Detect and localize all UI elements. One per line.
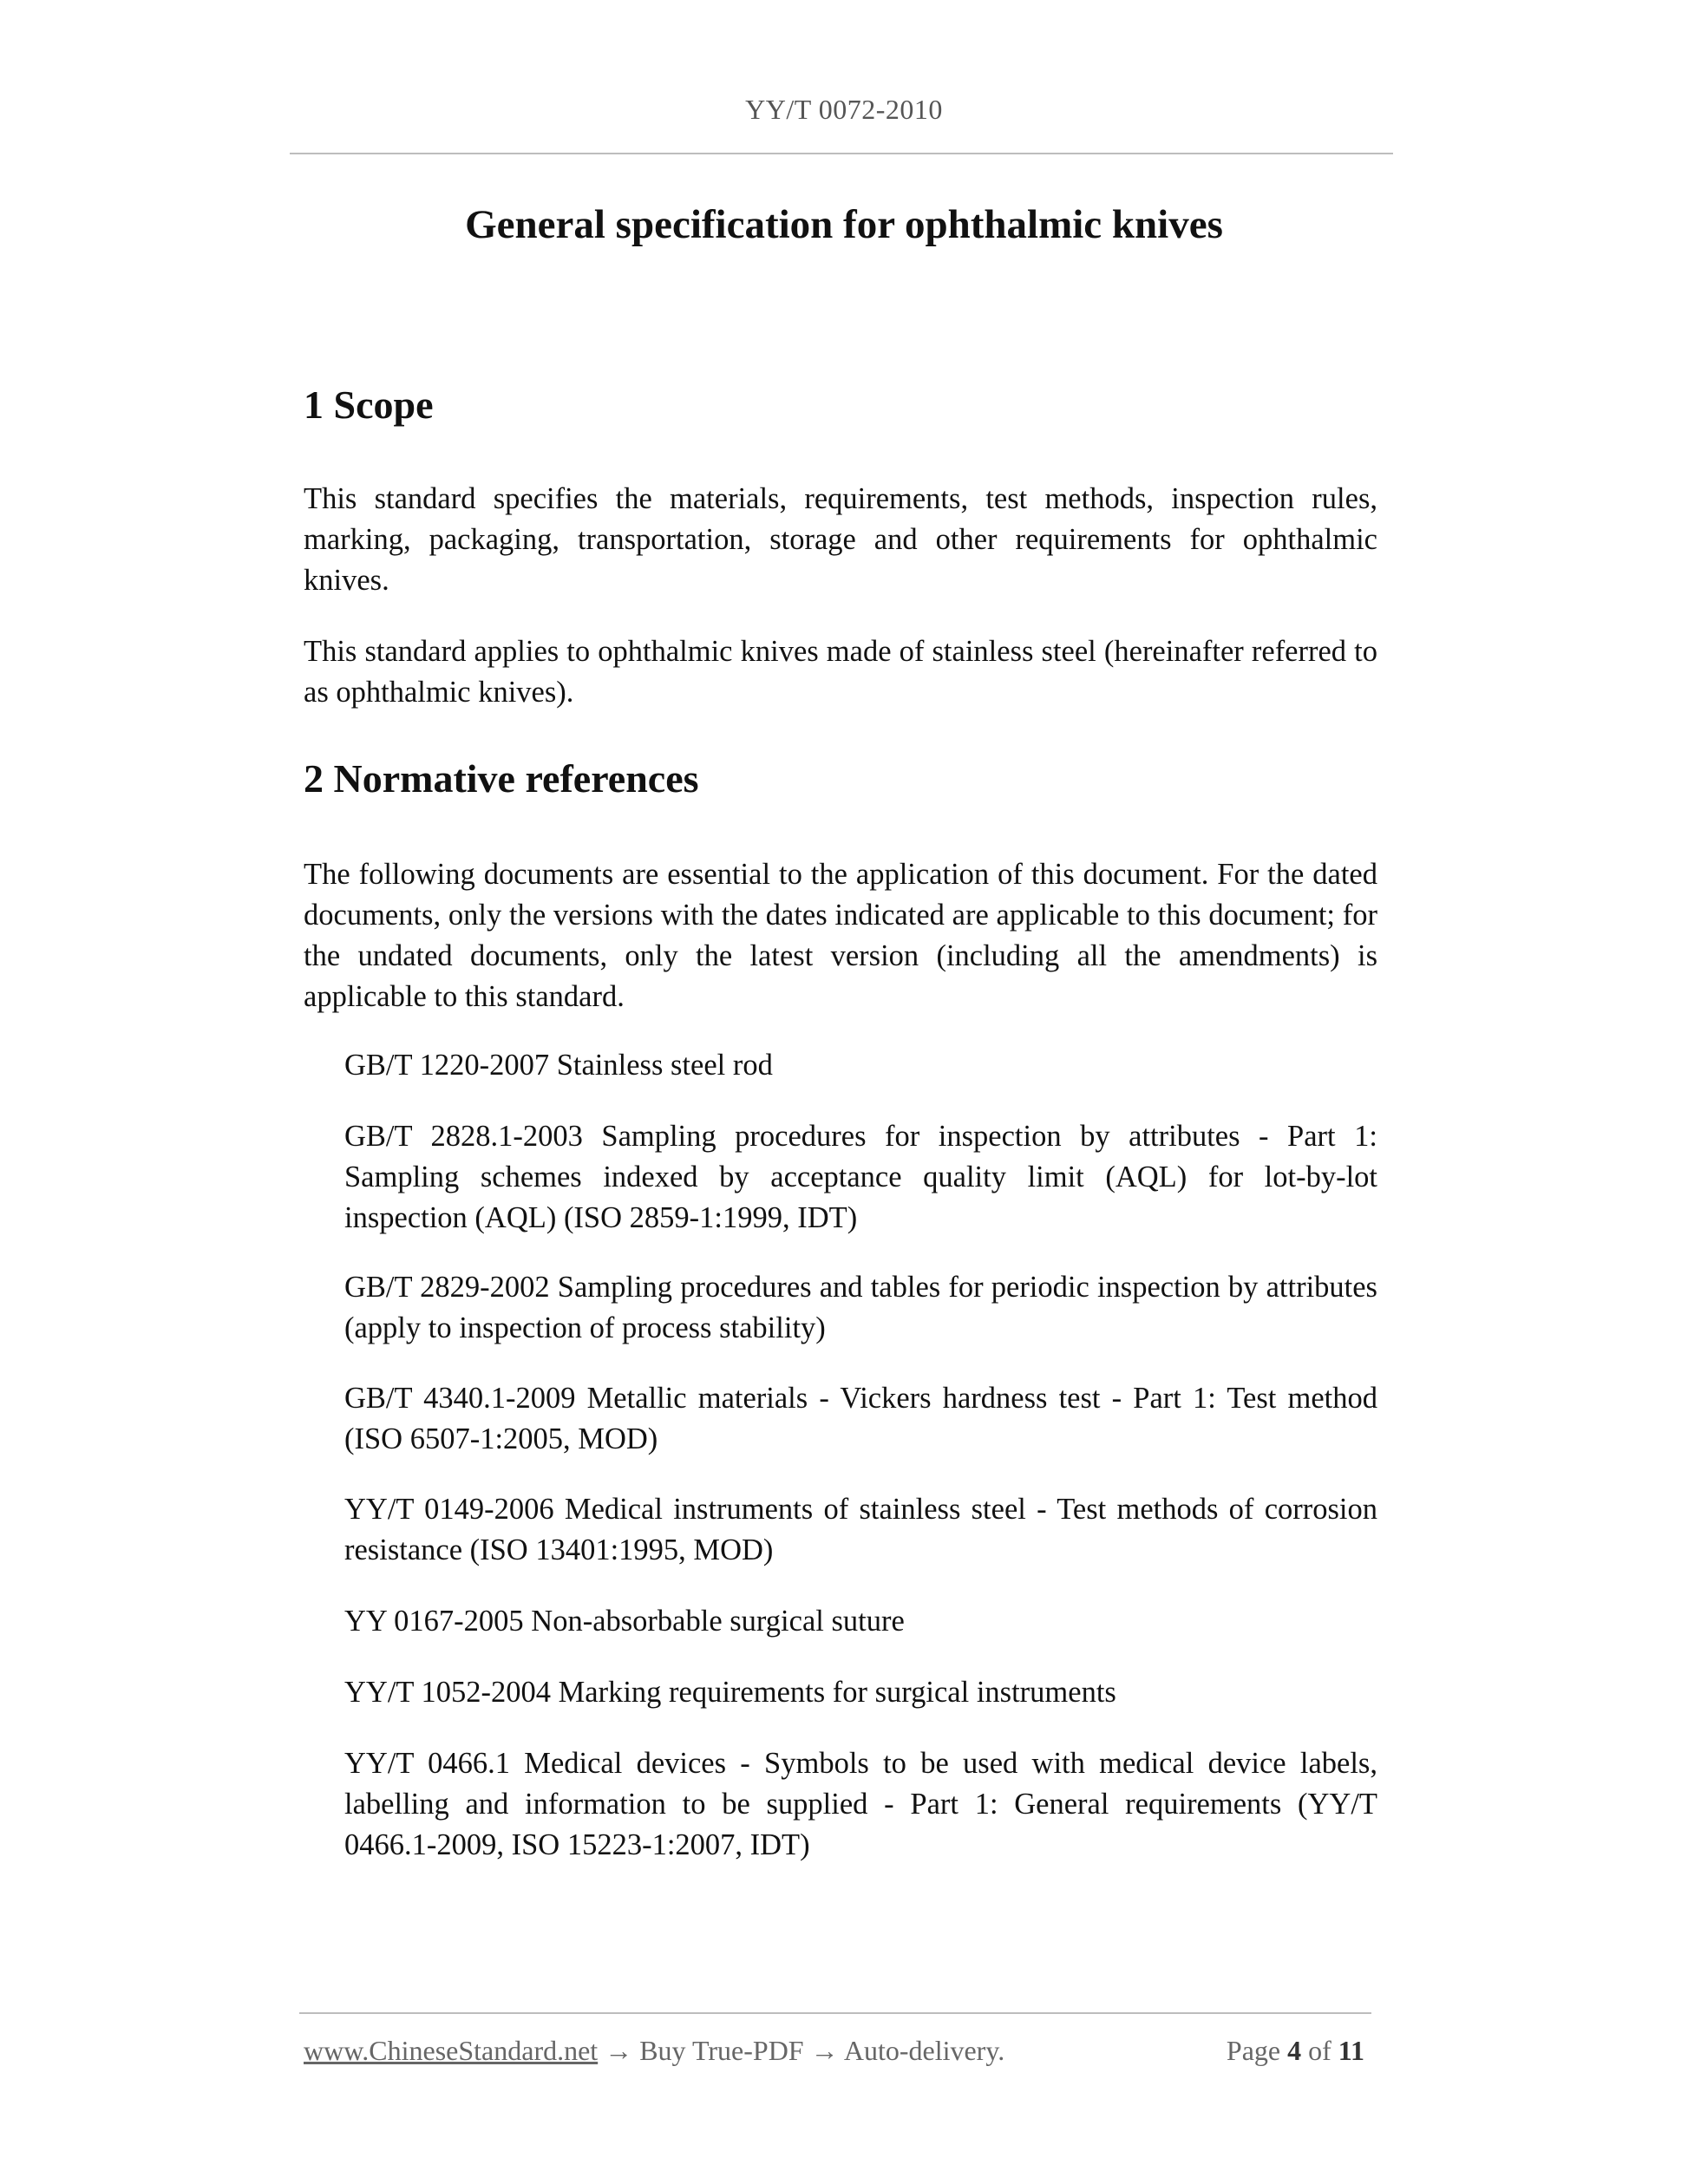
header-divider — [290, 153, 1393, 154]
footer-links — [304, 2035, 1004, 2067]
page-of-label: of — [1308, 2035, 1331, 2066]
page-total: 11 — [1338, 2035, 1364, 2066]
footer-divider — [299, 2012, 1371, 2014]
scope-paragraph-2: This standard applies to ophthalmic knives made of stainless steel (hereinafter referred to as ophthalmic knives). — [304, 635, 1377, 709]
page-number — [1227, 2035, 1364, 2067]
document-title: General specification for ophthalmic knives — [465, 202, 1223, 247]
section-heading-scope: 1 Scope — [304, 383, 434, 427]
section-heading-normative-references: 2 Normative references — [304, 756, 699, 801]
reference-item: GB/T 4340.1-2009 Metallic materials - Vickers hardness test - Part 1: Test method (ISO 6507-1:2005, MOD) — [344, 1382, 1377, 1455]
reference-item: GB/T 2828.1-2003 Sampling procedures for inspection by attributes - Part 1: Sampling schemes indexed by acceptance quality limit (AQL) for lot-by-lot inspection (AQL) (ISO 2859-1:1999, IDT) — [344, 1120, 1377, 1234]
references-intro-paragraph: The following documents are essential to the application of this document. For the dated documents, only the versions with the dates indicated are applicable to this document; for the undated documents, only the latest version (including all the amendments) is applicable to this standard. — [304, 858, 1377, 1013]
reference-item: YY/T 1052-2004 Marking requirements for surgical instruments — [344, 1676, 1116, 1709]
arrow-right-icon: → — [605, 2035, 633, 2066]
scope-paragraph-1: This standard specifies the materials, requirements, test methods, inspection rules, marking, packaging, transportation, storage and other requirements for ophthalmic knives. — [304, 482, 1377, 597]
arrow-right-icon: → — [810, 2035, 839, 2066]
reference-item: GB/T 2829-2002 Sampling procedures and tables for periodic inspection by attributes (apply to inspection of process stability) — [344, 1271, 1377, 1344]
reference-item: YY 0167-2005 Non-absorbable surgical suture — [344, 1605, 905, 1638]
chinesestandard-link[interactable]: www.ChineseStandard.net — [304, 2035, 599, 2066]
reference-item: YY/T 0466.1 Medical devices - Symbols to be used with medical device labels, labelling and information to be supplied - Part 1: General requirements (YY/T 0466.1-2009, ISO 15223-1:2007, IDT) — [344, 1747, 1377, 1861]
reference-item: YY/T 0149-2006 Medical instruments of stainless steel - Test methods of corrosion resistance (ISO 13401:1995, MOD) — [344, 1493, 1377, 1566]
buy-true-pdf-text: Buy True-PDF — [639, 2035, 804, 2066]
page-label: Page — [1226, 2035, 1281, 2066]
auto-delivery-text: Auto-delivery. — [843, 2035, 1005, 2066]
page-current: 4 — [1287, 2035, 1302, 2066]
page-header-doc-code: YY/T 0072-2010 — [745, 94, 943, 125]
reference-item: GB/T 1220-2007 Stainless steel rod — [344, 1049, 773, 1082]
